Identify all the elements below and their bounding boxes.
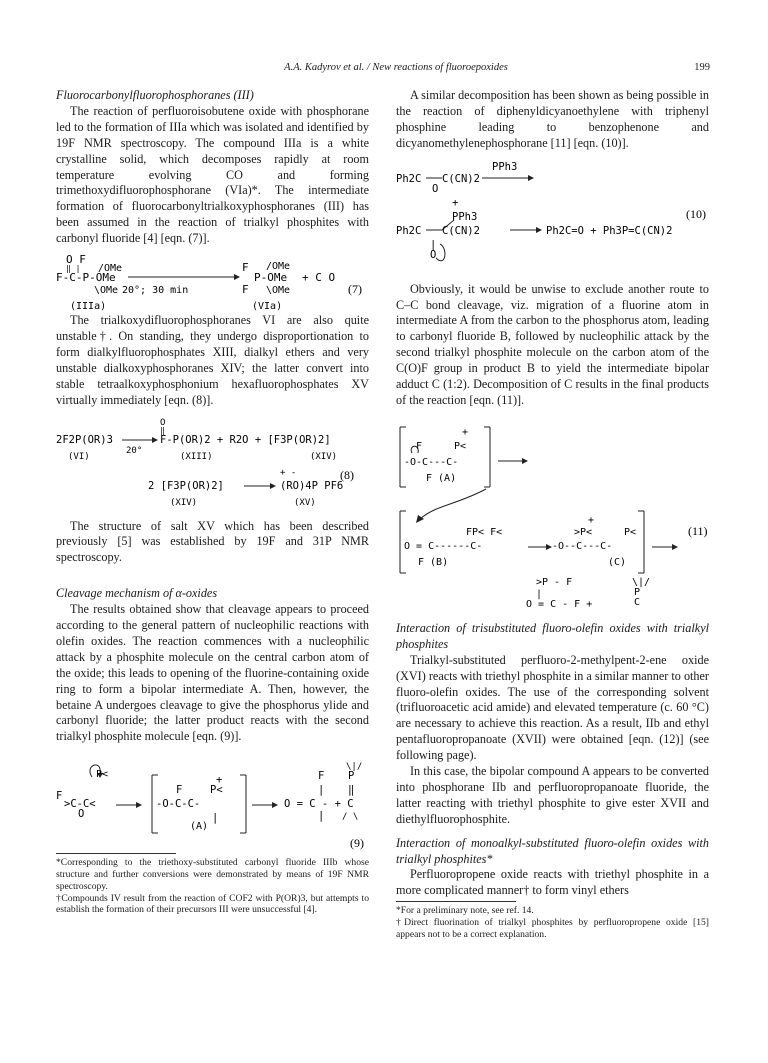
svg-text:+: + — [588, 514, 595, 526]
equation-11 — [396, 423, 709, 613]
eq8-label-xv: (XV) — [294, 497, 316, 508]
svg-text:O = C - + C: O = C - + C — [284, 798, 354, 811]
svg-text:\OMe: \OMe — [94, 285, 119, 297]
footnote: †Direct fluorination of trialkyl phosphites by perfluoropropene oxide [15] appears not to be a correct explanation. — [396, 917, 709, 940]
svg-text:O: O — [430, 248, 437, 261]
running-head-authors: A.A. Kadyrov et al. — [284, 62, 365, 73]
svg-text:F: F — [56, 790, 63, 803]
svg-text:(RO)4P PF6: (RO)4P PF6 — [280, 479, 344, 492]
svg-text:F: F — [176, 784, 183, 797]
svg-text:F-C-P-OMe: F-C-P-OMe — [56, 271, 116, 285]
paragraph: A similar decomposition has been shown as being possible in the reaction of diphenyldicyanoethylene with triphenyl phosphine leading to benzophenone and dicyanomethylenephosphorane [11] [eqn. (10)]. — [396, 88, 709, 150]
svg-text:F: F — [242, 283, 249, 297]
svg-text:F: F — [318, 770, 325, 783]
svg-text:|: | — [212, 812, 219, 825]
right-column — [396, 88, 709, 941]
eq11-number: (11) — [688, 523, 708, 538]
svg-text:‖: ‖ — [348, 784, 355, 797]
paragraph: Obviously, it would be unwise to exclude another route to C–C bond cleavage, viz. migration of a fluorine atom in intermediate A from the carbon to the phosphorus atom, leading to carbonyl fluoride B, followed by nucleophilic attack by the second trialkyl phosphite molecule on the carbon atom of the C(O)F group in product B to yield the intermediate bipolar adduct C (1:2). Decomposition of C results in the final products of the reaction [eqn. (11)]. — [396, 281, 709, 407]
svg-text:\OMe: \OMe — [266, 285, 291, 297]
footnote: *Corresponding to the triethoxy-substituted carbonyl fluoride IIIb whose structure and further conversions were demonstrated by means of 19F NMR spectroscopy. — [56, 857, 369, 892]
eq7-reactant-label: (IIIa) — [70, 301, 107, 313]
svg-text:Ph2C=O + Ph3P=C(CN)2: Ph2C=O + Ph3P=C(CN)2 — [546, 224, 673, 237]
svg-text:P: P — [348, 770, 355, 783]
eq8-label-vi: (VI) — [68, 451, 90, 462]
paragraph: In this case, the bipolar compound A appears to be converted into phosphorane IIb and perfluoropropanoate fluoride, the latter reacting with triethyl phosphite to give ester XVII and diethylfluorophosphite. — [396, 764, 709, 826]
svg-text:Ph2C: Ph2C — [396, 224, 422, 237]
svg-text:P<: P< — [454, 440, 467, 452]
svg-text:‖: ‖ — [160, 425, 165, 435]
svg-text:2 [F3P(OR)2]: 2 [F3P(OR)2] — [148, 479, 224, 492]
svg-text:O: O — [432, 182, 439, 195]
svg-text:\|/: \|/ — [632, 576, 651, 588]
svg-text:P: P — [634, 586, 641, 598]
eq8-label-xiv-2: (XIV) — [170, 497, 198, 508]
eq7-condition: 20°; 30 min — [122, 285, 189, 297]
svg-text:>P<: >P< — [574, 526, 593, 538]
eq8-label-xiv: (XIV) — [310, 451, 338, 462]
svg-text:F: F — [416, 440, 423, 452]
paragraph: Perfluoropropene oxide reacts with triethyl phosphite in a more complicated manner† to form vinyl ethers — [396, 867, 709, 898]
svg-text:F-P(OR)2 + R2O + [F3P(OR)2]: F-P(OR)2 + R2O + [F3P(OR)2] — [160, 433, 331, 446]
eq7-product-label: (VIa) — [252, 301, 283, 313]
footnote: *For a preliminary note, see ref. 14. — [396, 905, 534, 917]
page-number: 199 — [694, 62, 710, 73]
svg-text:C(CN)2: C(CN)2 — [442, 224, 480, 237]
eq10-number: (10) — [686, 206, 706, 221]
svg-text:C(CN)2: C(CN)2 — [442, 172, 480, 185]
equation-8 — [56, 415, 369, 513]
footnote-rule — [396, 901, 516, 902]
svg-text:/OMe: /OMe — [98, 263, 123, 275]
svg-text:O = C - F +: O = C - F + — [526, 598, 593, 610]
eq8-label-xiii: (XIII) — [180, 451, 213, 462]
section-heading: Interaction of monoalkyl-substituted fluoro-olefin oxides with trialkyl phosphites* — [396, 835, 709, 866]
svg-text:PPh3: PPh3 — [492, 160, 518, 173]
svg-text:P<: P< — [96, 769, 109, 781]
svg-text:|: | — [430, 238, 437, 251]
left-column — [56, 88, 369, 916]
svg-text:+ -: + - — [280, 467, 297, 478]
eq11-label-c: (C) — [608, 556, 627, 568]
svg-text:|: | — [318, 784, 325, 797]
footnote: †Compounds IV result from the reaction of COF2 with P(OR)3, but attempts to establish the formation of their precursors III were unsuccessful [4]. — [56, 892, 369, 916]
svg-text:>C-C<: >C-C< — [64, 798, 96, 811]
paragraph: Trialkyl-substituted perfluoro-2-methylpent-2-ene oxide (XVI) reacts with triethyl phosphite in a similar manner to other fluoro-olefin oxides. The use of the corresponding solvent (trifluoroacetic acid amide) and elevated temperature (c. 60 °C) are necessary to achieve this reaction. As a result, IIb and ethyl pentafluoropropanoate (XVII) were obtained [eqn. (12)] (see following page). — [396, 652, 709, 763]
svg-text:>P - F: >P - F — [536, 576, 573, 588]
svg-text:\|/: \|/ — [346, 762, 363, 773]
svg-text:+: + — [452, 196, 459, 209]
paragraph: The structure of salt XV which has been described previously [5] was established by 19F and 31P NMR spectroscopy. — [56, 518, 369, 565]
svg-text:P<: P< — [624, 526, 637, 538]
eq9-number: (9) — [350, 836, 364, 851]
svg-text:Ph2C: Ph2C — [396, 172, 422, 185]
svg-text:F: F — [242, 261, 249, 275]
equation-9 — [56, 755, 369, 851]
eq9-label: (A) — [190, 821, 209, 833]
svg-text:+: + — [462, 426, 469, 438]
paragraph: The reaction of perfluoroisobutene oxide with phosphorane led to the formation of IIIa which was isolated and identified by 19F NMR spectroscopy. The compound IIIa is a white crystalline solid, which decomposes rapidly at room temperature evolving CO and forming trimethoxydifluorophosphorane (VIa)*. The intermediate formation of fluorocarbonyltrialkoxyphosphoranes (III) has been assumed in the reaction of trialkyl phosphites with carbonyl fluoride [4] [eqn. (7)]. — [56, 103, 369, 246]
section-heading: Cleavage mechanism of α-oxides — [56, 586, 218, 601]
svg-text:P<: P< — [210, 784, 223, 797]
eq8-temp: 20° — [126, 445, 143, 456]
section-heading: Interaction of trisubstituted fluoro-olefin oxides with trialkyl phosphites — [396, 620, 709, 651]
section-heading: Fluorocarbonylfluorophosphoranes (III) — [56, 88, 254, 102]
svg-text:‖ |: ‖ | — [66, 264, 81, 274]
footnote-rule — [56, 853, 176, 854]
equation-10 — [396, 158, 709, 276]
svg-text:/OMe: /OMe — [266, 261, 291, 273]
svg-text:|: | — [318, 810, 325, 823]
svg-text:/ \: / \ — [342, 812, 359, 823]
svg-text:|: | — [536, 588, 543, 600]
svg-text:F (B): F (B) — [418, 556, 449, 568]
svg-text:-O--C---C-: -O--C---C- — [552, 540, 613, 552]
svg-text:2F2P(OR)3: 2F2P(OR)3 — [56, 433, 113, 446]
paragraph: The trialkoxydifluorophosphoranes VI are also quite unstable†. On standing, they undergo disproportionation to form dialkylfluorophosphates XIII, dialkyl ethers and very unstable dialkoxyphosphoranes XIV; the latter convert into stable tetraalkoxyphosphonium hexafluorophosphates XV virtually immediately [eqn. (8)]. — [56, 313, 369, 407]
svg-text:-O-C---C-: -O-C---C- — [404, 456, 459, 468]
paragraph: The results obtained show that cleavage appears to proceed according to the general pattern of nucleophilic reactions with olefin oxides. The reaction commences with a nucleophilic attack by a phosphite molecule on the central carbon atom of the oxide; this leads to opening of the fluorine-containing oxide ring to form a bipolar intermediate A. Then, however, the betaine A undergoes cleavage to give the phosphorus ylide and carbonyl fluoride; the latter product reacts with the second trialkyl phosphite molecule [eqn. (9)]. — [56, 602, 369, 744]
eq11-label-a: F (A) — [426, 472, 457, 484]
eq7-number: (7) — [348, 282, 362, 297]
svg-text:P-OMe: P-OMe — [254, 271, 288, 285]
svg-text:O: O — [78, 808, 85, 821]
eq8-number: (8) — [340, 467, 354, 482]
svg-text:+: + — [216, 774, 223, 787]
svg-text:O F: O F — [66, 253, 86, 267]
svg-text:C: C — [634, 596, 641, 608]
journal-page: A.A. Kadyrov et al. / New reactions of fluoroepoxides 199 Fluorocarbonylfluorophosphoranes (III) The reaction of perfluoroisobutene oxide with phosphorane led to the formation of IIIa which was isolated and identified by 19F NMR spectroscopy. The compound IIIa is a white crystalline solid, which decomposes rapidly at room temperature evolving CO and forming trimethoxydifluorophosphorane (VIa)*. The intermediate formation of fluorocarbonyltrialkoxyphosphoranes (III) has been assumed in the reaction of trialkyl phosphites with carbonyl fluoride [4] [eqn. (7)]. O F ‖ | F-C-P-OMe /OMe \OMe 20°; 30 min F /OMe P-OMe F \OMe + C O (7) (IIIa) (VIa) The trialkoxydifluorophosphoranes VI are also quite unstable†. On standing, they undergo disproportionation to form dialkylfluorophosphates XIII, dialkyl ethers and very unstable dialkoxyphosphoranes XIV; the latter convert into stable tetraalkoxyphosphonium hexafluorophosphates XV virtually immediately [eqn. (8)]. O ‖ 2F2P(OR)3 20° F-P(OR)2 + R2O + [F3P(OR)2] (VI) (XIII) (XIV) (8) 2 [F3P(OR)2] + - (RO)4P PF6 (XIV) (XV) The structure of salt XV which has been described previously [5] was established by 19F and 31P NMR spectroscopy. Cleavage mechanism of α-oxides The results obtained show that cleavage appears to proceed according to the general pattern of nucleophilic reactions with olefin oxides. The reaction commences with a nucleophilic attack by a phosphite molecule on the central carbon atom of the oxide; this leads to opening of the fluorine-containing oxide ring to form a bipolar intermediate A. Then, however, the betaine A undergoes cleavage to give the phosphorus ylide and carbonyl fluoride; the latter product reacts with the second trialkyl phosphite molecule [eqn. (9)]. P< F >C-C< O F + P< -O-C-C- | (A) F P \|/ | ‖ O = C - + C | / \ (9) *Corresponding to the triethoxy-substituted carbonyl fluoride IIIb whose structure and further conversions were demonstrated by means of 19F NMR spectroscopy. †Compounds IV result from the reaction of COF2 with P(OR)3, but attempts to establish the formation of their precursors III were unsuccessful [4]. A similar decomposition has been shown as being possible in the reaction of diphenyldicyanoethylene with triphenyl phosphine leading to benzophenone and dicyanomethylenephosphorane [11] [eqn. (10)]. PPh3 Ph2C C(CN)2 O + PPh3 Ph2C C(CN)2 Ph2C=O + Ph3P=C(CN)2 | O (10) Obviously, it would be unwise to exclude another route to C–C bond cleavage, viz. migration of a fluorine atom in intermediate A from the carbon to the phosphorus atom, leading to carbonyl fluoride B, followed by nucleophilic attack by the second trialkyl phosphite molecule on the carbon atom of the C(O)F group in product B to yield the intermediate bipolar adduct C (1:2). Decomposition of C results in the final products of the reaction [eqn. (11)]. + F P< -O-C---C- F (A) FP< F< O = C------C- F (B) + >P< P< -O--C---C- (C) (11) >P - F | O = C - F + \|/ P C Interaction of trisubstituted fluoro-olefin oxides with trialkyl phosphites Trialkyl-substituted perfluoro-2-methylpent-2-ene oxide (XVI) reacts with triethyl phosphite in a similar manner to other fluoro-olefin oxides. The use of the corresponding solvent (trifluoroacetic acid amide) and elevated temperature (c. 60 °C) are necessary to achieve this reaction. As a result, IIb and ethyl pentafluoropropanoate (XVII) were obtained [eqn. (12)] (see following page). In this case, the bipolar compound A appears to be converted into phosphorane IIb and perfluoropropanoate fluoride, the latter reacting with triethyl phosphite to give ester XVII and diethylfluorophosphite. Interaction of monoalkyl-substituted fluoro-olefin oxides with trialkyl phosphites* Perfluoropropene oxide reacts with triethyl phosphite in a more complicated manner† to form vinyl ethers *For a preliminary note, see ref. 14. †Direct fluorination of trialkyl phosphites by perfluoropropene oxide [15] appears not to be a correct explanation. — [56, 62, 710, 940]
svg-text:FP< F<: FP< F< — [466, 526, 503, 538]
svg-text:-O-C-C-: -O-C-C- — [156, 798, 201, 811]
equation-7 — [56, 251, 369, 313]
svg-text:O: O — [160, 417, 166, 428]
running-head-title: New reactions of fluoroepoxides — [372, 62, 508, 73]
svg-text:PPh3: PPh3 — [452, 210, 478, 223]
svg-text:O = C------C-: O = C------C- — [404, 540, 483, 552]
eq7-co: + C O — [302, 271, 336, 285]
